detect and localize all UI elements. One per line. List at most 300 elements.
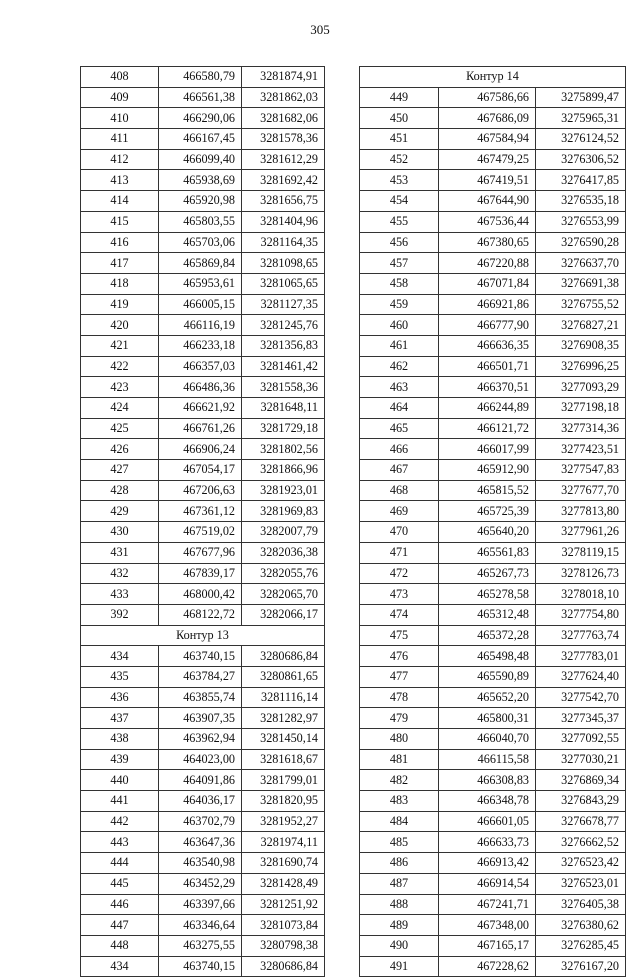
coordinate-y: 3281245,76 xyxy=(242,315,325,336)
coordinate-x: 463540,98 xyxy=(159,853,242,874)
coordinate-x: 463784,27 xyxy=(159,666,242,687)
coordinate-x: 466040,70 xyxy=(439,729,536,750)
point-number: 423 xyxy=(81,377,159,398)
table-row xyxy=(360,625,626,646)
table-row xyxy=(81,480,325,501)
table-row xyxy=(360,129,626,150)
table-row xyxy=(360,604,626,625)
coordinate-x: 467220,88 xyxy=(439,253,536,274)
point-number: 467 xyxy=(360,460,439,481)
coordinate-y: 3276124,52 xyxy=(536,129,626,150)
table-row xyxy=(360,811,626,832)
coordinate-y: 3278126,73 xyxy=(536,563,626,584)
coordinate-x: 467839,17 xyxy=(159,563,242,584)
coordinate-x: 466116,19 xyxy=(159,315,242,336)
coordinate-x: 466233,18 xyxy=(159,335,242,356)
point-number: 484 xyxy=(360,811,439,832)
table-row xyxy=(81,87,325,108)
coordinate-x: 467054,17 xyxy=(159,460,242,481)
coordinate-y: 3276869,34 xyxy=(536,770,626,791)
table-row xyxy=(81,604,325,625)
point-number: 452 xyxy=(360,149,439,170)
coordinate-x: 465640,20 xyxy=(439,522,536,543)
point-number: 413 xyxy=(81,170,159,191)
table-row xyxy=(360,894,626,915)
point-number: 443 xyxy=(81,832,159,853)
point-number: 429 xyxy=(81,501,159,522)
point-number: 438 xyxy=(81,729,159,750)
coordinate-x: 466561,38 xyxy=(159,87,242,108)
point-number: 491 xyxy=(360,956,439,977)
table-row xyxy=(360,211,626,232)
coordinate-x: 466486,36 xyxy=(159,377,242,398)
coordinate-x: 467228,62 xyxy=(439,956,536,977)
coordinate-y: 3277093,29 xyxy=(536,377,626,398)
point-number: 466 xyxy=(360,439,439,460)
coordinate-y: 3281404,96 xyxy=(242,211,325,232)
point-number: 441 xyxy=(81,791,159,812)
coordinate-x: 465725,39 xyxy=(439,501,536,522)
coordinate-y: 3277345,37 xyxy=(536,708,626,729)
coordinate-x: 466633,73 xyxy=(439,832,536,853)
point-number: 453 xyxy=(360,170,439,191)
point-number: 489 xyxy=(360,915,439,936)
coordinate-y: 3281558,36 xyxy=(242,377,325,398)
point-number: 446 xyxy=(81,894,159,915)
coordinate-x: 466115,58 xyxy=(439,749,536,770)
point-number: 480 xyxy=(360,729,439,750)
table-row xyxy=(360,542,626,563)
coordinate-x: 466761,26 xyxy=(159,418,242,439)
table-row xyxy=(360,708,626,729)
table-row xyxy=(81,232,325,253)
table-row xyxy=(360,253,626,274)
point-number: 462 xyxy=(360,356,439,377)
coordinate-x: 465498,48 xyxy=(439,646,536,667)
coordinate-y: 3281356,83 xyxy=(242,335,325,356)
coordinate-y: 3277783,01 xyxy=(536,646,626,667)
coordinate-x: 465278,58 xyxy=(439,584,536,605)
point-number: 428 xyxy=(81,480,159,501)
point-number: 392 xyxy=(81,604,159,625)
coordinate-y: 3281648,11 xyxy=(242,398,325,419)
point-number: 464 xyxy=(360,398,439,419)
table-row xyxy=(360,315,626,336)
coordinate-y: 3280861,65 xyxy=(242,666,325,687)
coordinate-x: 463962,94 xyxy=(159,729,242,750)
coordinate-x: 466921,86 xyxy=(439,294,536,315)
coordinates-table-right xyxy=(359,66,626,977)
coordinate-x: 466099,40 xyxy=(159,149,242,170)
point-number: 454 xyxy=(360,191,439,212)
coordinate-x: 468000,42 xyxy=(159,584,242,605)
table-row xyxy=(81,915,325,936)
point-number: 455 xyxy=(360,211,439,232)
coordinate-x: 466244,89 xyxy=(439,398,536,419)
coordinate-y: 3281802,56 xyxy=(242,439,325,460)
coordinate-x: 467677,96 xyxy=(159,542,242,563)
coordinate-x: 465912,90 xyxy=(439,460,536,481)
point-number: 463 xyxy=(360,377,439,398)
table-row xyxy=(360,873,626,894)
table-row xyxy=(81,170,325,191)
table-row xyxy=(81,791,325,812)
table-row xyxy=(360,170,626,191)
table-row xyxy=(81,873,325,894)
coordinate-y: 3281969,83 xyxy=(242,501,325,522)
coordinate-y: 3281692,42 xyxy=(242,170,325,191)
point-number: 412 xyxy=(81,149,159,170)
coordinate-x: 463740,15 xyxy=(159,646,242,667)
coordinate-y: 3282055,76 xyxy=(242,563,325,584)
coordinate-x: 466017,99 xyxy=(439,439,536,460)
point-number: 417 xyxy=(81,253,159,274)
coordinate-x: 466580,79 xyxy=(159,67,242,88)
coordinate-x: 467361,12 xyxy=(159,501,242,522)
point-number: 476 xyxy=(360,646,439,667)
point-number: 424 xyxy=(81,398,159,419)
coordinate-x: 466290,06 xyxy=(159,108,242,129)
coordinate-y: 3281874,91 xyxy=(242,67,325,88)
point-number: 434 xyxy=(81,646,159,667)
coordinate-y: 3281923,01 xyxy=(242,480,325,501)
coordinate-x: 464036,17 xyxy=(159,791,242,812)
table-row xyxy=(81,749,325,770)
coordinate-x: 466501,71 xyxy=(439,356,536,377)
coordinate-x: 463740,15 xyxy=(159,956,242,977)
point-number: 490 xyxy=(360,935,439,956)
coordinate-x: 465869,84 xyxy=(159,253,242,274)
coordinate-y: 3277030,21 xyxy=(536,749,626,770)
point-number: 436 xyxy=(81,687,159,708)
table-row xyxy=(81,377,325,398)
coordinate-x: 465267,73 xyxy=(439,563,536,584)
table-row xyxy=(81,315,325,336)
coordinate-y: 3276285,45 xyxy=(536,935,626,956)
coordinate-y: 3276523,01 xyxy=(536,873,626,894)
coordinate-x: 463702,79 xyxy=(159,811,242,832)
point-number: 431 xyxy=(81,542,159,563)
coordinate-y: 3276306,52 xyxy=(536,149,626,170)
coordinate-y: 3282007,79 xyxy=(242,522,325,543)
point-number: 459 xyxy=(360,294,439,315)
point-number: 421 xyxy=(81,335,159,356)
coordinate-x: 464023,00 xyxy=(159,749,242,770)
coordinate-y: 3276691,38 xyxy=(536,273,626,294)
table-row xyxy=(360,791,626,812)
coordinate-x: 467348,00 xyxy=(439,915,536,936)
table-row xyxy=(81,356,325,377)
coordinate-y: 3277763,74 xyxy=(536,625,626,646)
coordinate-x: 467380,65 xyxy=(439,232,536,253)
table-row xyxy=(360,646,626,667)
point-number: 439 xyxy=(81,749,159,770)
coordinate-y: 3277314,36 xyxy=(536,418,626,439)
table-row xyxy=(81,770,325,791)
point-number: 456 xyxy=(360,232,439,253)
coordinate-x: 466621,92 xyxy=(159,398,242,419)
table-row xyxy=(360,956,626,977)
table-row xyxy=(360,563,626,584)
coordinate-x: 465938,69 xyxy=(159,170,242,191)
coordinate-x: 467644,90 xyxy=(439,191,536,212)
coordinate-x: 468122,72 xyxy=(159,604,242,625)
coordinate-y: 3281098,65 xyxy=(242,253,325,274)
point-number: 451 xyxy=(360,129,439,150)
table-row xyxy=(81,832,325,853)
table-row xyxy=(81,460,325,481)
coordinate-y: 3277624,40 xyxy=(536,666,626,687)
table-row xyxy=(81,811,325,832)
page-number: 305 xyxy=(310,22,330,37)
coordinate-y: 3277813,80 xyxy=(536,501,626,522)
point-number: 483 xyxy=(360,791,439,812)
point-number: 433 xyxy=(81,584,159,605)
point-number: 458 xyxy=(360,273,439,294)
table-row xyxy=(81,542,325,563)
coordinate-y: 3276637,70 xyxy=(536,253,626,274)
coordinate-x: 466777,90 xyxy=(439,315,536,336)
table-row xyxy=(81,666,325,687)
table-row xyxy=(81,708,325,729)
point-number: 482 xyxy=(360,770,439,791)
coordinate-y: 3276755,52 xyxy=(536,294,626,315)
coordinate-x: 466308,83 xyxy=(439,770,536,791)
coordinate-x: 463346,64 xyxy=(159,915,242,936)
point-number: 444 xyxy=(81,853,159,874)
table-row xyxy=(360,729,626,750)
coordinate-x: 467479,25 xyxy=(439,149,536,170)
coordinate-y: 3276908,35 xyxy=(536,335,626,356)
coordinate-y: 3281461,42 xyxy=(242,356,325,377)
point-number: 422 xyxy=(81,356,159,377)
coordinate-x: 466121,72 xyxy=(439,418,536,439)
point-number: 469 xyxy=(360,501,439,522)
point-number: 418 xyxy=(81,273,159,294)
table-row xyxy=(81,253,325,274)
coordinate-y: 3275965,31 xyxy=(536,108,626,129)
coordinate-y: 3276827,21 xyxy=(536,315,626,336)
coordinate-y: 3276167,20 xyxy=(536,956,626,977)
point-number: 414 xyxy=(81,191,159,212)
table-row xyxy=(360,935,626,956)
coordinate-y: 3276405,38 xyxy=(536,894,626,915)
table-row xyxy=(360,418,626,439)
coordinate-y: 3276678,77 xyxy=(536,811,626,832)
point-number: 430 xyxy=(81,522,159,543)
coordinate-x: 466906,24 xyxy=(159,439,242,460)
point-number: 468 xyxy=(360,480,439,501)
coordinate-x: 465590,89 xyxy=(439,666,536,687)
coordinate-y: 3276553,99 xyxy=(536,211,626,232)
coordinate-y: 3281952,27 xyxy=(242,811,325,832)
coordinate-x: 465703,06 xyxy=(159,232,242,253)
coordinate-y: 3277092,55 xyxy=(536,729,626,750)
point-number: 434 xyxy=(81,956,159,977)
table-row xyxy=(360,501,626,522)
point-number: 425 xyxy=(81,418,159,439)
coordinate-y: 3281799,01 xyxy=(242,770,325,791)
table-row xyxy=(360,87,626,108)
table-row xyxy=(81,191,325,212)
coordinate-y: 3281428,49 xyxy=(242,873,325,894)
coordinate-y: 3281974,11 xyxy=(242,832,325,853)
coordinate-y: 3282066,17 xyxy=(242,604,325,625)
coordinate-x: 466636,35 xyxy=(439,335,536,356)
table-row xyxy=(81,646,325,667)
coordinate-y: 3281618,67 xyxy=(242,749,325,770)
table-row xyxy=(360,460,626,481)
coordinate-y: 3282036,38 xyxy=(242,542,325,563)
coordinate-y: 3276590,28 xyxy=(536,232,626,253)
table-row xyxy=(81,335,325,356)
coordinate-x: 465953,61 xyxy=(159,273,242,294)
coordinate-y: 3278119,15 xyxy=(536,542,626,563)
coordinate-y: 3281612,29 xyxy=(242,149,325,170)
coordinate-x: 467165,17 xyxy=(439,935,536,956)
coordinate-x: 465800,31 xyxy=(439,708,536,729)
section-title: Контур 14 xyxy=(360,67,626,88)
point-number: 475 xyxy=(360,625,439,646)
coordinate-y: 3276996,25 xyxy=(536,356,626,377)
point-number: 427 xyxy=(81,460,159,481)
point-number: 440 xyxy=(81,770,159,791)
table-row xyxy=(81,584,325,605)
point-number: 479 xyxy=(360,708,439,729)
coordinate-y: 3276523,42 xyxy=(536,853,626,874)
point-number: 445 xyxy=(81,873,159,894)
point-number: 486 xyxy=(360,853,439,874)
coordinate-y: 3277961,26 xyxy=(536,522,626,543)
coordinate-y: 3281116,14 xyxy=(242,687,325,708)
table-row xyxy=(360,377,626,398)
point-number: 477 xyxy=(360,666,439,687)
point-number: 435 xyxy=(81,666,159,687)
coordinate-y: 3277423,51 xyxy=(536,439,626,460)
point-number: 408 xyxy=(81,67,159,88)
coordinate-y: 3277547,83 xyxy=(536,460,626,481)
coordinate-x: 466005,15 xyxy=(159,294,242,315)
table-row xyxy=(81,894,325,915)
table-row xyxy=(360,335,626,356)
coordinate-x: 467519,02 xyxy=(159,522,242,543)
table-row xyxy=(81,853,325,874)
table-row xyxy=(81,273,325,294)
point-number: 442 xyxy=(81,811,159,832)
coordinate-x: 465920,98 xyxy=(159,191,242,212)
coordinate-y: 3281127,35 xyxy=(242,294,325,315)
table-row xyxy=(360,915,626,936)
coordinate-y: 3281164,35 xyxy=(242,232,325,253)
coordinate-y: 3276380,62 xyxy=(536,915,626,936)
coordinate-y: 3281866,96 xyxy=(242,460,325,481)
coordinate-x: 465803,55 xyxy=(159,211,242,232)
table-row xyxy=(360,191,626,212)
coordinate-x: 465312,48 xyxy=(439,604,536,625)
coordinate-y: 3277198,18 xyxy=(536,398,626,419)
point-number: 470 xyxy=(360,522,439,543)
table-row xyxy=(360,853,626,874)
coordinate-y: 3277754,80 xyxy=(536,604,626,625)
coordinates-table-left xyxy=(80,66,325,977)
coordinate-y: 3281729,18 xyxy=(242,418,325,439)
table-row xyxy=(360,356,626,377)
table-row xyxy=(360,232,626,253)
table-row xyxy=(360,832,626,853)
point-number: 488 xyxy=(360,894,439,915)
table-row xyxy=(81,687,325,708)
coordinate-y: 3281251,92 xyxy=(242,894,325,915)
coordinate-y: 3276417,85 xyxy=(536,170,626,191)
table-row xyxy=(360,294,626,315)
coordinate-y: 3280798,38 xyxy=(242,935,325,956)
table-row xyxy=(81,398,325,419)
coordinate-y: 3281682,06 xyxy=(242,108,325,129)
table-row xyxy=(81,67,325,88)
coordinate-y: 3275899,47 xyxy=(536,87,626,108)
point-number: 416 xyxy=(81,232,159,253)
table-row xyxy=(81,439,325,460)
point-number: 447 xyxy=(81,915,159,936)
coordinate-y: 3276843,29 xyxy=(536,791,626,812)
coordinate-x: 463275,55 xyxy=(159,935,242,956)
table-row xyxy=(360,770,626,791)
coordinate-x: 467419,51 xyxy=(439,170,536,191)
coordinate-y: 3281073,84 xyxy=(242,915,325,936)
table-row xyxy=(360,749,626,770)
coordinate-x: 467584,94 xyxy=(439,129,536,150)
table-row xyxy=(81,935,325,956)
coordinate-y: 3281820,95 xyxy=(242,791,325,812)
section-title: Контур 13 xyxy=(81,625,325,646)
coordinate-y: 3281656,75 xyxy=(242,191,325,212)
point-number: 432 xyxy=(81,563,159,584)
coordinate-x: 465652,20 xyxy=(439,687,536,708)
table-row xyxy=(360,522,626,543)
table-row xyxy=(360,480,626,501)
point-number: 487 xyxy=(360,873,439,894)
point-number: 457 xyxy=(360,253,439,274)
point-number: 450 xyxy=(360,108,439,129)
table-row xyxy=(81,294,325,315)
table-row xyxy=(81,108,325,129)
coordinate-y: 3276535,18 xyxy=(536,191,626,212)
table-row xyxy=(81,149,325,170)
point-number: 409 xyxy=(81,87,159,108)
coordinate-y: 3276662,52 xyxy=(536,832,626,853)
point-number: 449 xyxy=(360,87,439,108)
coordinate-x: 466348,78 xyxy=(439,791,536,812)
point-number: 485 xyxy=(360,832,439,853)
coordinate-y: 3282065,70 xyxy=(242,584,325,605)
point-number: 426 xyxy=(81,439,159,460)
coordinate-x: 465815,52 xyxy=(439,480,536,501)
coordinate-x: 466370,51 xyxy=(439,377,536,398)
table-row xyxy=(360,398,626,419)
coordinate-x: 467241,71 xyxy=(439,894,536,915)
coordinate-x: 467686,09 xyxy=(439,108,536,129)
table-row xyxy=(360,584,626,605)
coordinate-x: 463452,29 xyxy=(159,873,242,894)
table-row xyxy=(360,273,626,294)
point-number: 473 xyxy=(360,584,439,605)
coordinate-x: 466357,03 xyxy=(159,356,242,377)
point-number: 419 xyxy=(81,294,159,315)
point-number: 471 xyxy=(360,542,439,563)
point-number: 472 xyxy=(360,563,439,584)
table-row xyxy=(81,563,325,584)
coordinate-y: 3277677,70 xyxy=(536,480,626,501)
